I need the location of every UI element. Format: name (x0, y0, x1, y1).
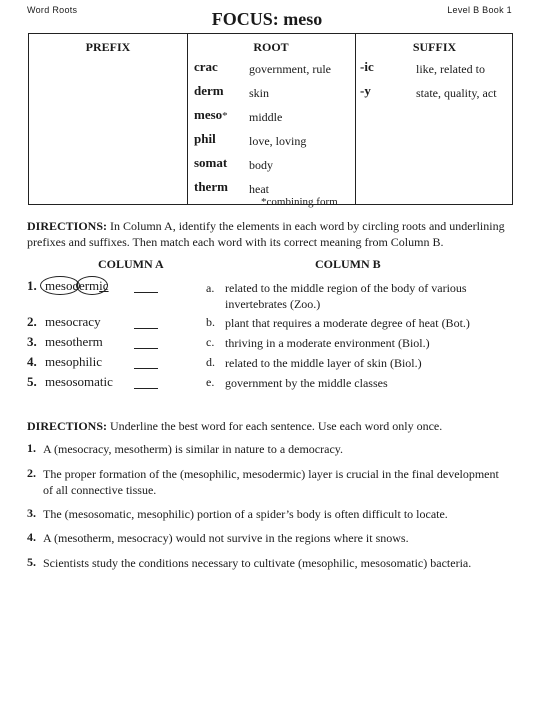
match-number: 4. (27, 354, 37, 369)
word-part: derm (72, 278, 100, 293)
sentence-number: 3. (27, 506, 36, 520)
root-term: somat (194, 155, 228, 170)
root-definition: heat (249, 182, 269, 196)
column-a-header: COLUMN A (98, 257, 164, 271)
answer-blank[interactable] (134, 356, 158, 369)
header-left-label: Word Roots (27, 5, 78, 15)
table-divider-2 (355, 34, 356, 204)
suffix-definition: state, quality, act (416, 86, 497, 100)
directions-sentences (27, 418, 507, 434)
match-letter: e. (206, 375, 215, 389)
root-definition: government, rule (249, 62, 331, 76)
sentence-text[interactable]: The proper formation of the (mesophilic, mesodermic) layer is crucial in the final development of all connective tissue. (43, 467, 499, 497)
root-term-item (194, 107, 228, 123)
match-word: mesocracy (45, 314, 101, 329)
match-definition: related to the middle layer of skin (Biol.) (225, 356, 422, 370)
combining-form-star: * (222, 110, 228, 122)
match-word: mesophilic (45, 354, 103, 369)
answer-blank[interactable] (134, 376, 158, 389)
match-letter: d. (206, 355, 215, 369)
match-definition: government by the middle classes (225, 376, 388, 390)
sentence-number: 2. (27, 466, 36, 480)
sentence-text[interactable]: Scientists study the conditions necessary to cultivate (mesophilic, mesosomatic) bacteria. (43, 556, 472, 570)
combining-form-footnote: *combining form (261, 196, 338, 208)
match-letter: b. (206, 315, 215, 329)
directions-text: Underline the best word for each sentence. Use each word only once. (107, 419, 443, 433)
suffix-definition: like, related to (416, 62, 485, 76)
root-circle (40, 276, 80, 295)
page-title: FOCUS: meso (211, 9, 323, 29)
suffix-term: -y (360, 83, 371, 98)
root-definition: skin (249, 86, 270, 100)
root-term: therm (194, 179, 228, 194)
root-term: derm (194, 83, 224, 98)
answer-blank[interactable] (134, 280, 158, 293)
sentence-text[interactable]: A (mesotherm, mesocracy) would not survive in the regions where it snows. (43, 531, 409, 545)
match-number: 3. (27, 334, 37, 349)
sentence-text[interactable]: The (mesosomatic, mesophilic) portion of a spider’s body is often difficult to locate. (43, 507, 448, 521)
sentence-number: 5. (27, 555, 36, 569)
answer-blank[interactable] (134, 316, 158, 329)
word-parts-table (28, 33, 513, 208)
word-part: ic (99, 278, 109, 293)
root-header: ROOT (253, 40, 289, 54)
table-divider-1 (187, 34, 188, 204)
word-part: meso (45, 278, 73, 293)
sentence-number: 4. (27, 530, 36, 544)
match-definition: thriving in a moderate environment (Biol.) (225, 336, 430, 350)
sentence-number: 1. (27, 441, 36, 455)
root-definition: middle (249, 110, 283, 124)
header-right-label: Level B Book 1 (447, 5, 512, 15)
root-definition: love, loving (249, 134, 307, 148)
root-definition: body (249, 158, 273, 172)
directions-label: DIRECTIONS: (27, 219, 108, 233)
match-number: 1. (27, 278, 37, 293)
suffix-term: -ic (360, 59, 374, 74)
root-circle (76, 276, 108, 295)
directions-text: In Column A, identify the elements in each word by circling roots and underlining prefixes and suffixes. Then match each word with its correct meaning from Column B. (27, 219, 505, 249)
column-b-header: COLUMN B (315, 257, 381, 271)
root-term: phil (194, 131, 216, 146)
root-term: crac (194, 59, 218, 74)
match-word: mesotherm (45, 334, 103, 349)
root-term: meso (194, 107, 223, 122)
directions-matching (27, 218, 507, 250)
match-letter: a. (206, 281, 215, 295)
match-definition: plant that requires a moderate degree of heat (Bot.) (225, 316, 470, 330)
prefix-header: PREFIX (85, 40, 131, 54)
match-number: 5. (27, 374, 37, 389)
match-letter: c. (206, 335, 215, 349)
sentence-text[interactable]: A (mesocracy, mesotherm) is similar in nature to a democracy. (43, 442, 344, 456)
match-word: mesosomatic (45, 374, 113, 389)
match-definition: related to the middle region of the body of various invertebrates (Zoo.) (225, 281, 467, 311)
directions-label: DIRECTIONS: (27, 419, 108, 433)
match-number: 2. (27, 314, 37, 329)
answer-blank[interactable] (134, 336, 158, 349)
suffix-header: SUFFIX (412, 40, 457, 54)
